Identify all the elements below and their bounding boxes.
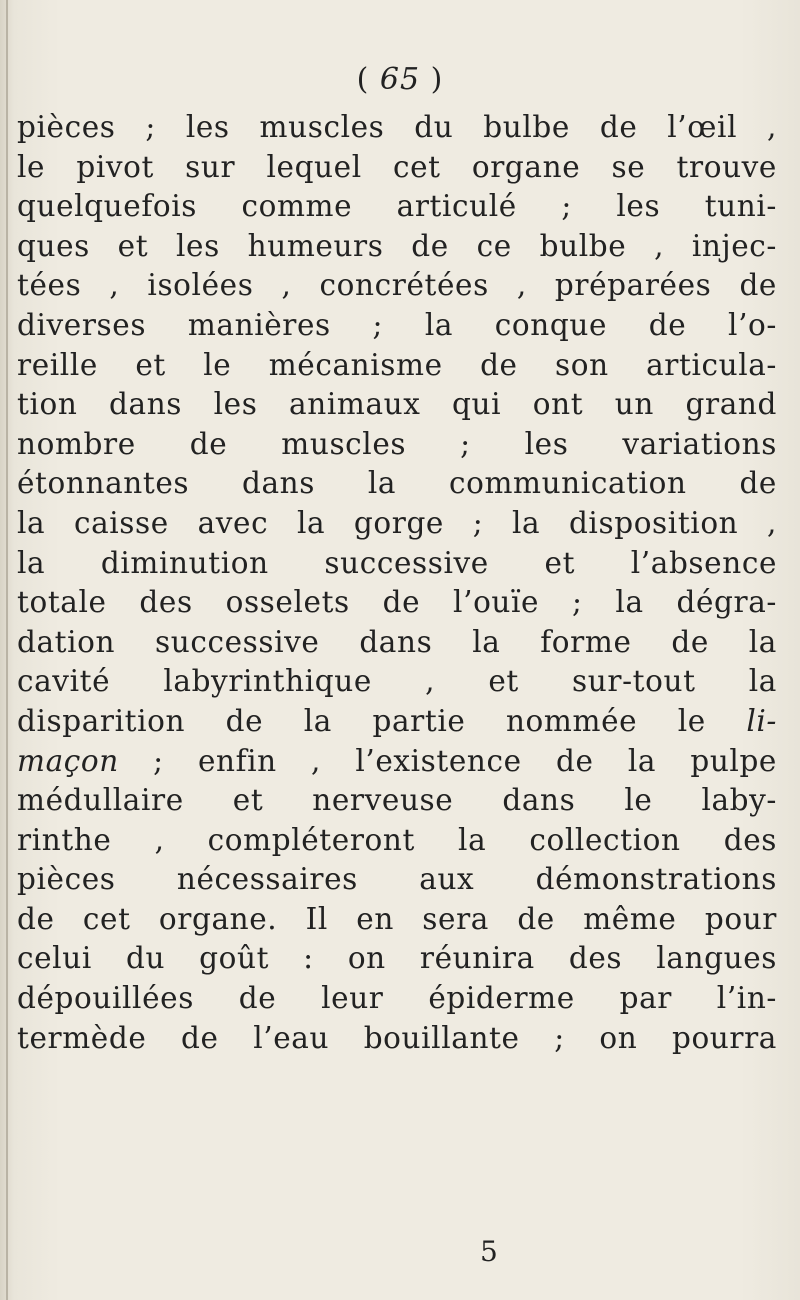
body-text <box>17 108 777 1058</box>
text-line: rinthe , compléteront la collection des <box>17 822 777 857</box>
text-line <box>17 742 777 782</box>
text-line: étonnantes dans la communication de <box>17 466 777 501</box>
text-line: reille et le mécanisme de son articula- <box>17 347 777 382</box>
text-line: diverses manières ; la conque de l’o- <box>17 307 777 342</box>
text-line: cavité labyrinthique , et sur-tout la <box>17 664 777 699</box>
italic-term-part2: maçon <box>17 743 119 778</box>
text-line <box>17 702 777 742</box>
page-number: 65 <box>379 62 421 97</box>
text-line: médullaire et nerveuse dans le laby- <box>17 783 777 818</box>
text-line: nombre de muscles ; les variations <box>17 426 777 461</box>
italic-term-part1: li- <box>746 703 777 738</box>
text-line: dation successive dans la forme de la <box>17 624 777 659</box>
text-line-part: ; enfin , l’existence de la pulpe <box>118 743 777 778</box>
signature-mark: 5 <box>480 1235 498 1268</box>
text-line: tées , isolées , concrétées , préparées de <box>17 268 777 303</box>
text-line: le pivot sur lequel cet organe se trouve <box>17 149 777 184</box>
text-line: pièces ; les muscles du bulbe de l’œil , <box>17 110 777 144</box>
text-line: totale des osselets de l’ouïe ; la dégra- <box>17 585 777 620</box>
text-line: la caisse avec la gorge ; la disposition , <box>17 505 777 540</box>
text-line: la diminution successive et l’absence <box>17 545 777 580</box>
page-gutter-edge <box>6 0 8 1300</box>
header-close-paren: ) <box>430 62 444 97</box>
text-line: quelquefois comme articulé ; les tuni- <box>17 189 777 224</box>
text-line-part: disparition de la partie nommée le <box>17 703 747 738</box>
header-open-paren: ( <box>356 62 370 97</box>
text-line: pièces nécessaires aux démonstrations <box>17 862 777 897</box>
page-header <box>0 62 800 97</box>
text-line: dépouillées de leur épiderme par l’in- <box>17 981 777 1016</box>
text-line: termède de l’eau bouillante ; on pourra <box>17 1020 777 1055</box>
text-line: tion dans les animaux qui ont un grand <box>17 387 777 422</box>
text-line: celui du goût : on réunira des langues <box>17 941 777 976</box>
text-line: ques et les humeurs de ce bulbe , injec- <box>17 228 777 263</box>
text-line: de cet organe. Il en sera de même pour <box>17 901 777 936</box>
